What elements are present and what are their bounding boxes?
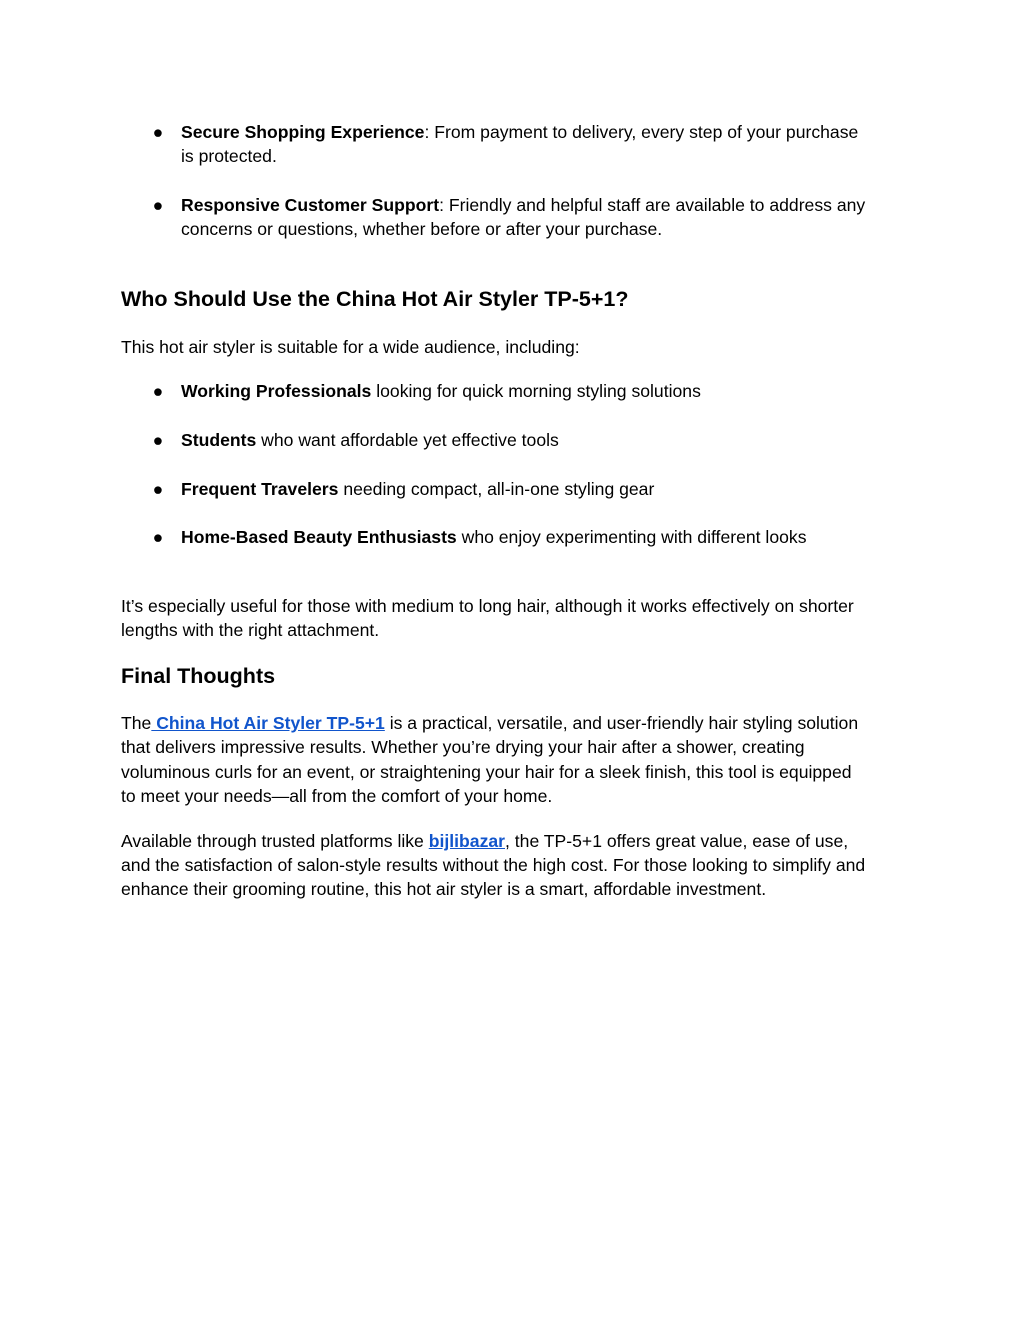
audience-text: looking for quick morning styling solutions — [371, 381, 701, 401]
paragraph-line: lengths with the right attachment. — [121, 620, 380, 640]
section-heading-final: Final Thoughts — [121, 664, 276, 688]
product-link[interactable]: China Hot Air Styler TP-5+1 — [151, 713, 385, 733]
audience-label: Frequent Travelers — [181, 479, 339, 499]
bullet-marker: ● — [152, 479, 164, 499]
bullet-text: : Friendly and helpful staff are available to address any — [439, 195, 866, 215]
paragraph-text: , the TP-5+1 offers great value, ease of use, — [505, 831, 849, 851]
paragraph-line: enhance their grooming routine, this hot air styler is a smart, affordable investment. — [121, 879, 767, 899]
paragraph-line: voluminous curls for an event, or straightening your hair for a sleek finish, this tool is equipped — [121, 762, 852, 782]
bullet-bold-label: Secure Shopping Experience — [181, 122, 425, 142]
section-heading-who: Who Should Use the China Hot Air Styler TP-5+1? — [121, 287, 629, 311]
paragraph-line: that delivers impressive results. Whether you’re drying your hair after a shower, creating — [121, 737, 805, 757]
bullet-continuation: concerns or questions, whether before or after your purchase. — [181, 219, 663, 239]
paragraph-line: to meet your needs—all from the comfort of your home. — [121, 786, 553, 806]
paragraph-text: The — [121, 713, 152, 733]
section-intro: This hot air styler is suitable for a wide audience, including: — [121, 337, 580, 357]
audience-text: who enjoy experimenting with different looks — [456, 527, 807, 547]
audience-item — [181, 428, 559, 452]
paragraph-line: and the satisfaction of salon-style results without the high cost. For those looking to simplify and — [121, 855, 866, 875]
audience-label: Working Professionals — [181, 381, 372, 401]
audience-item — [181, 477, 654, 501]
audience-label: Home-Based Beauty Enthusiasts — [181, 527, 457, 547]
paragraph-line: It’s especially useful for those with medium to long hair, although it works effectively on shorter — [121, 596, 854, 616]
audience-text: who want affordable yet effective tools — [256, 430, 559, 450]
bullet-marker: ● — [152, 195, 164, 215]
bullet-marker: ● — [152, 527, 164, 547]
bullet-continuation: is protected. — [181, 146, 277, 166]
bullet-secure-shopping — [181, 120, 858, 144]
bullet-marker: ● — [152, 381, 164, 401]
audience-item — [181, 379, 701, 403]
paragraph-line — [121, 829, 848, 853]
bullet-bold-label: Responsive Customer Support — [181, 195, 440, 215]
audience-text: needing compact, all-in-one styling gear — [338, 479, 655, 499]
paragraph-text: Available through trusted platforms like — [121, 831, 429, 851]
audience-item — [181, 525, 807, 549]
paragraph-line — [121, 711, 858, 735]
audience-label: Students — [181, 430, 257, 450]
paragraph-text: is a practical, versatile, and user-friendly hair styling solution — [384, 713, 859, 733]
bullet-customer-support — [181, 193, 865, 217]
bullet-marker: ● — [152, 430, 164, 450]
bullet-text: : From payment to delivery, every step of your purchase — [424, 122, 859, 142]
bijlibazar-link[interactable]: bijlibazar — [428, 831, 505, 851]
bullet-marker: ● — [152, 122, 164, 142]
